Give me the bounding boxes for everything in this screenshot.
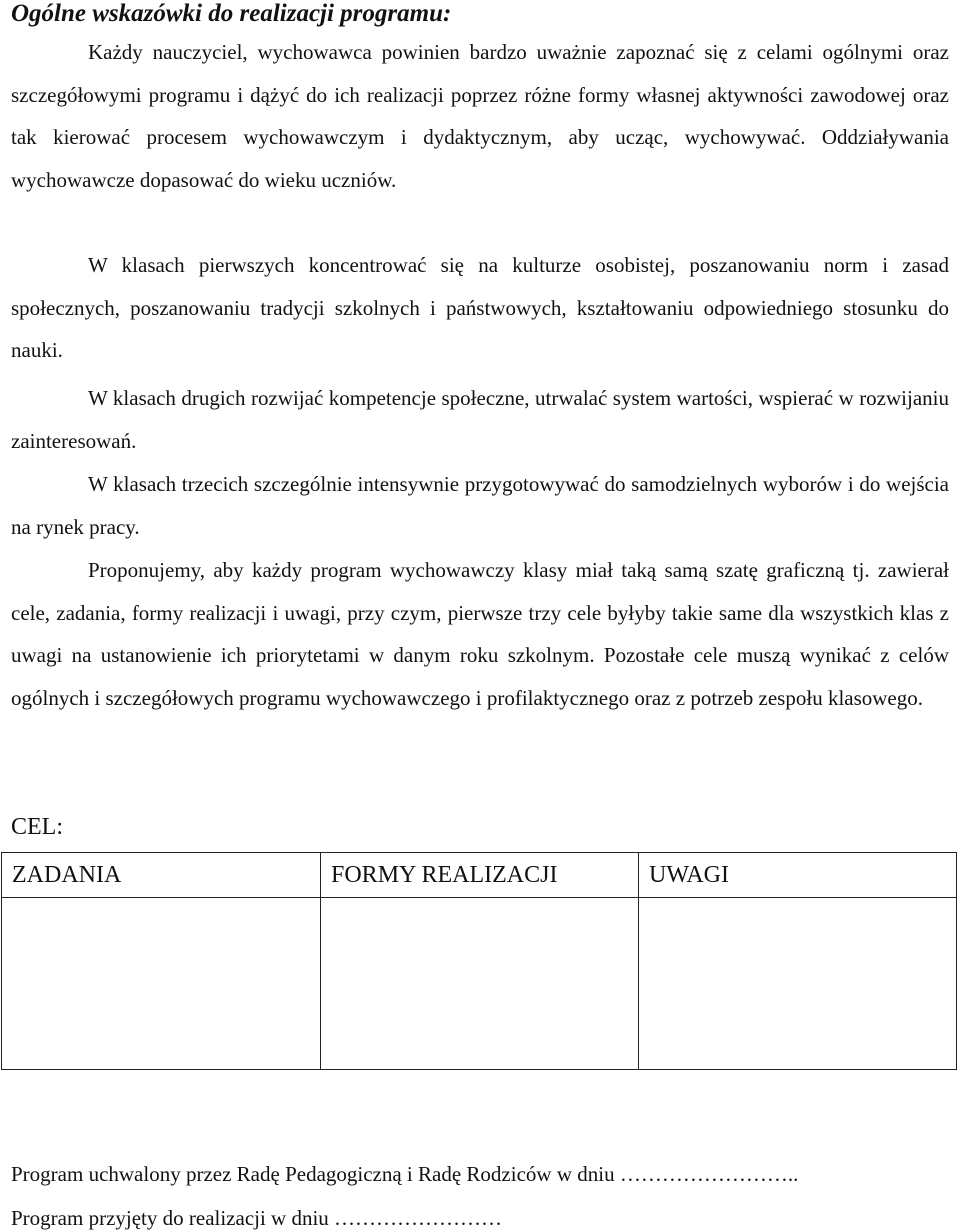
table-row (2, 898, 957, 1070)
adoption-line: Program przyjęty do realizacji w dniu …………………… (11, 1206, 503, 1230)
plan-table (1, 852, 957, 1070)
table-cell-tasks[interactable] (2, 898, 321, 1070)
paragraph-second-classes: W klasach drugich rozwijać kompetencje społeczne, utrwalać system wartości, wspierać w rozwijaniu zainteresowań. (11, 386, 949, 453)
column-header-tasks: ZADANIA (2, 853, 321, 898)
approval-line: Program uchwalony przez Radę Pedagogiczną i Radę Rodziców w dniu …………………….. (11, 1162, 799, 1186)
paragraph-first-classes: W klasach pierwszych koncentrować się na kulturze osobistej, poszanowaniu norm i zasad społecznych, poszanowaniu tradycji szkolnych i państwowych, kształtowaniu odpowiedniego stosunku do nauki. (11, 253, 949, 363)
paragraph-program-format: Proponujemy, aby każdy program wychowawczy klasy miał taką samą szatę graficzną tj. zawierał cele, zadania, formy realizacji i uwagi, przy czym, pierwsze trzy cele byłyby takie same dla wszystkich klas z uwagi na ustanowienie ich priorytetami w danym roku szkolnym. Pozostałe cele muszą wynikać z celów ogólnych i szczegółowych programu wychowawczego i profilaktycznego oraz z potrzeb zespołu klasowego. (11, 558, 949, 710)
table-cell-forms[interactable] (321, 898, 639, 1070)
paragraph-general-guidelines: Każdy nauczyciel, wychowawca powinien bardzo uważnie zapoznać się z celami ogólnymi oraz szczegółowymi programu i dążyć do ich realizacji poprzez różne formy własnej aktywności zawodowej oraz tak kierować procesem wychowawczym i dydaktycznym, aby ucząc, wychowywać. Oddziaływania wychowawcze dopasować do wieku uczniów. (11, 40, 949, 192)
goal-label: CEL: (11, 814, 63, 840)
column-header-notes: UWAGI (639, 853, 957, 898)
table-cell-notes[interactable] (639, 898, 957, 1070)
table-header-row (2, 853, 957, 898)
column-header-forms: FORMY REALIZACJI (321, 853, 639, 898)
section-heading: Ogólne wskazówki do realizacji programu: (11, 0, 452, 27)
paragraph-third-classes: W klasach trzecich szczególnie intensywnie przygotowywać do samodzielnych wyborów i do wejścia na rynek pracy. (11, 472, 949, 539)
